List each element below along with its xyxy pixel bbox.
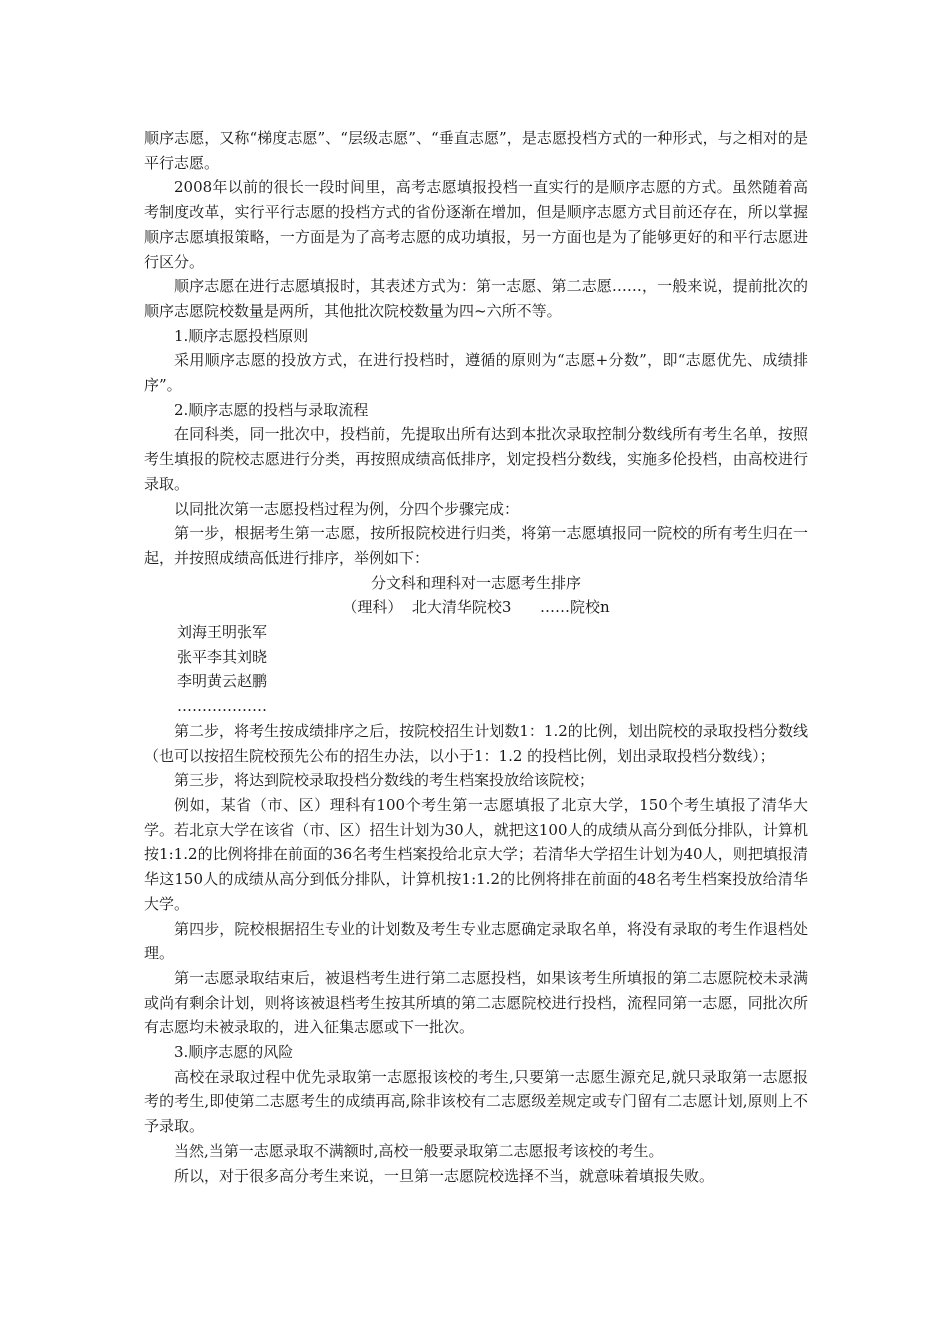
paragraph-process: 在同科类，同一批次中，投档前，先提取出所有达到本批次录取控制分数线所有考生名单，按照考生填报的院校志愿进行分类，再按照成绩高低排序，划定投档分数线，实施多伦投档，由高校进行录取。: [144, 425, 808, 493]
section-heading-3: 3.顺序志愿的风险: [174, 1043, 294, 1062]
paragraph-conclusion: 所以，对于很多高分考生来说，一旦第一志愿院校选择不当，就意味着填报失败。: [174, 1166, 715, 1185]
example-subtitle: （理科） 北大清华院校3 ……院校n: [342, 598, 610, 617]
paragraph-principle: 采用顺序志愿的投放方式，在进行投档时，遵循的原则为“志愿+分数”，即“志愿优先、成绩排序”。: [144, 351, 808, 395]
paragraph-second-choice: 第一志愿录取结束后，被退档考生进行第二志愿投档，如果该考生所填报的第二志愿院校未录满或尚有剩余计划，则将该被退档考生按其所填的第二志愿院校进行投档，流程同第一志愿，同批次所有志愿均未被录取的，进入征集志愿或下一批次。: [144, 968, 808, 1037]
paragraph-risk-note: 当然,当第一志愿录取不满额时,高校一般要录取第二志愿报考该校的考生。: [174, 1141, 664, 1160]
paragraph-intro: 顺序志愿，又称“梯度志愿”、“层级志愿”、“垂直志愿”，是志愿投档方式的一种形式，与之相对的是平行志愿。: [144, 129, 808, 172]
paragraph-step-1: 第一步，根据考生第一志愿，按所报院校进行归类，将第一志愿填报同一院校的所有考生归在一起，并按照成绩高低进行排序，举例如下：: [144, 524, 808, 567]
example-row: 张平李其刘晓: [177, 647, 268, 666]
paragraph-steps-intro: 以同批次第一志愿投档过程为例，分四个步骤完成：: [174, 499, 520, 518]
example-ellipsis: ………………: [177, 697, 267, 716]
example-row: 刘海王明张军: [177, 623, 268, 642]
section-heading-1: 1.顺序志愿投档原则: [174, 326, 309, 345]
example-title: 分文科和理科对一志愿考生排序: [370, 573, 581, 592]
document-body: [144, 126, 808, 1188]
section-heading-2: 2.顺序志愿的投档与录取流程: [174, 400, 369, 419]
paragraph-step-4: 第四步，院校根据招生专业的计划数及考生专业志愿确定录取名单，将没有录取的考生作退档处理。: [144, 919, 808, 963]
paragraph-example: 例如，某省（市、区）理科有100个考生第一志愿填报了北京大学，150个考生填报了清华大学。若北京大学在该省（市、区）招生计划为30人，就把这100人的成绩从高分到低分排队，计算机按1:1.2的比例将排在前面的36名考生档案投给北京大学；若清华大学招生计划为40人，则把填报清华这150人的成绩从高分到低分排队，计算机按1:1.2的比例将排在前面的48名考生档案投放给清华大学。: [144, 795, 808, 913]
example-row: 李明黄云赵鹏: [177, 672, 268, 691]
paragraph-step-3: 第三步，将达到院校录取投档分数线的考生档案投放给该院校；: [174, 771, 595, 790]
paragraph-risk: 高校在录取过程中优先录取第一志愿报该校的考生,只要第一志愿生源充足,就只录取第一志愿报考的考生,即使第二志愿考生的成绩再高,除非该校有二志愿级差规定或专门留有二志愿计划,原则上不予录取。: [144, 1067, 808, 1136]
paragraph-history: 2008年以前的很长一段时间里，高考志愿填报投档一直实行的是顺序志愿的方式。虽然随着高考制度改革，实行平行志愿的投档方式的省份逐渐在增加，但是顺序志愿方式目前还存在，所以掌握顺序志愿填报策略，一方面是为了高考志愿的成功填报，另一方面也是为了能够更好的和平行志愿进行区分。: [144, 178, 808, 271]
paragraph-expression: 顺序志愿在进行志愿填报时，其表述方式为：第一志愿、第二志愿……，一般来说，提前批次的顺序志愿院校数量是两所，其他批次院校数量为四~六所不等。: [144, 277, 808, 320]
paragraph-step-2: 第二步，将考生按成绩排序之后，按院校招生计划数1：1.2的比例，划出院校的录取投档分数线（也可以按招生院校预先公布的招生办法，以小于1：1.2 的投档比例，划出录取投档分数线）；: [144, 721, 808, 765]
